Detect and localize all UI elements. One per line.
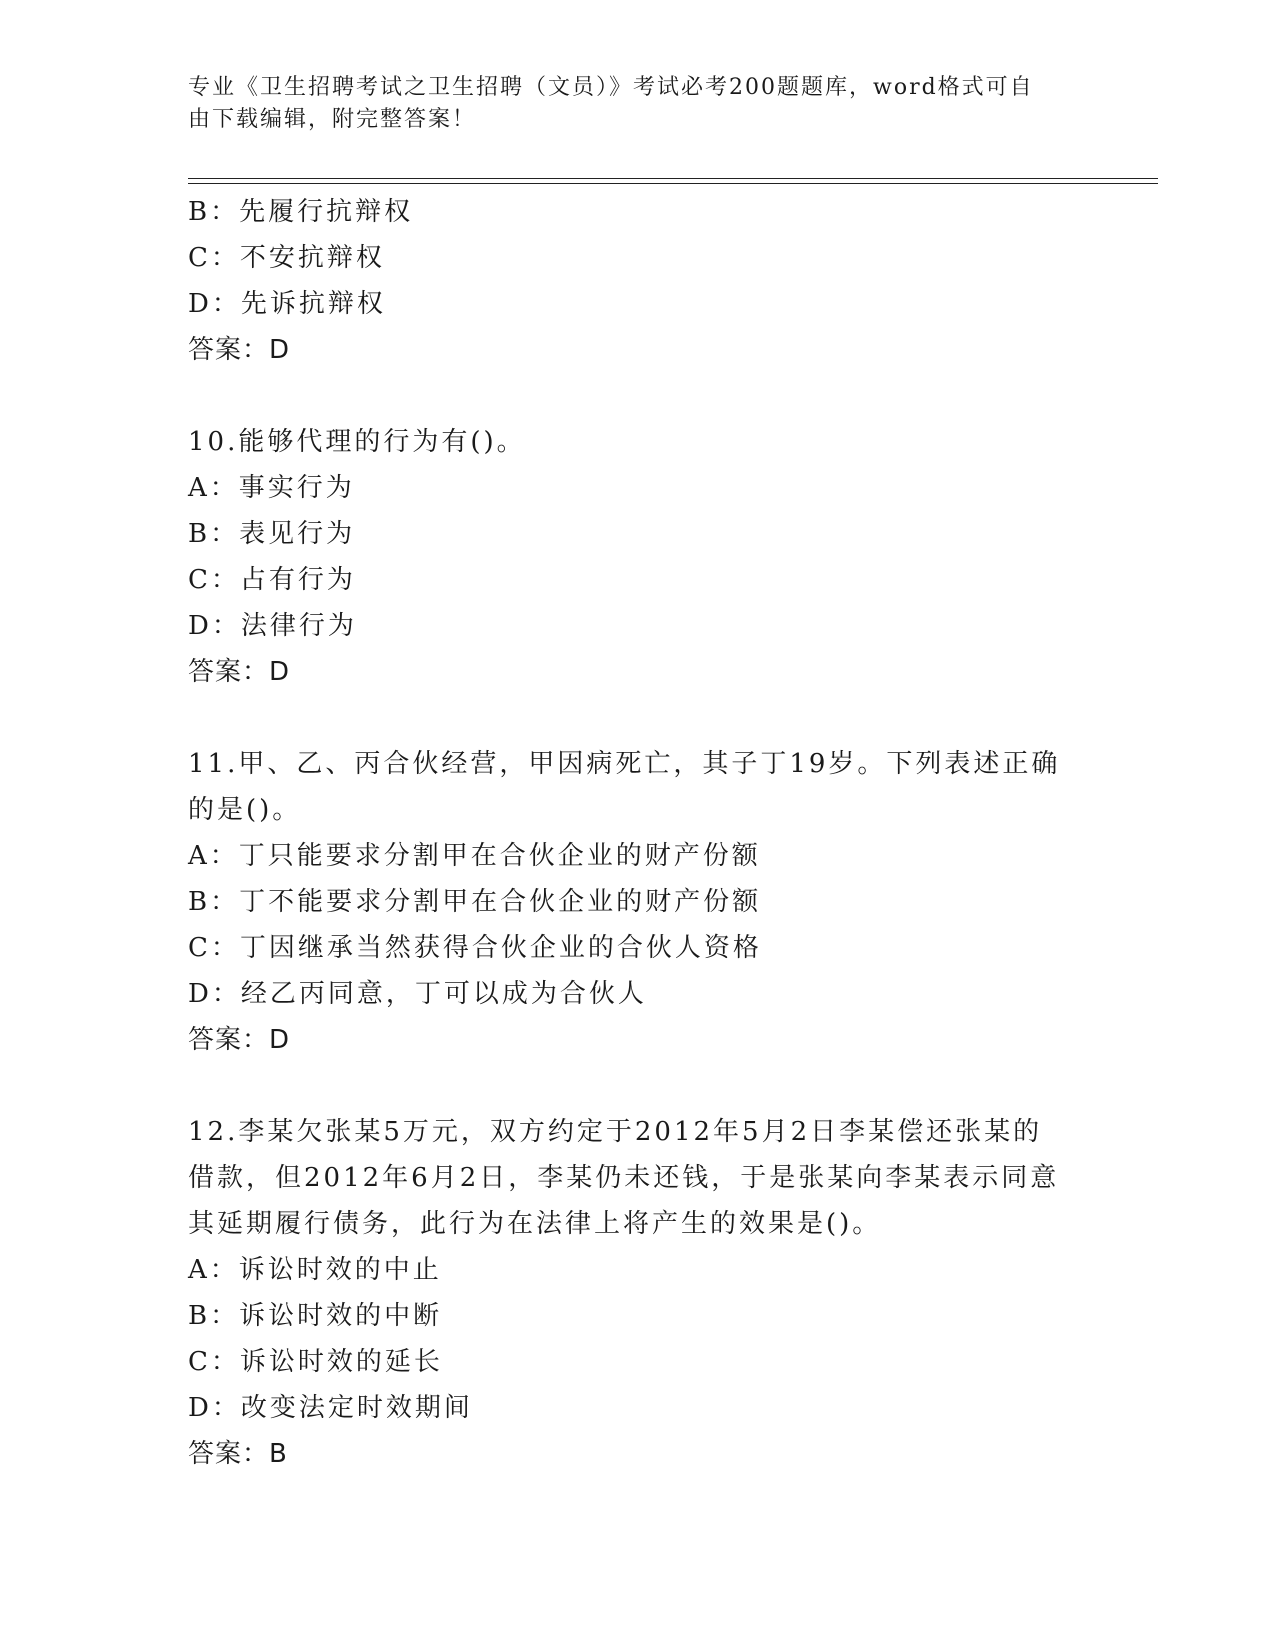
option-b: B：诉讼时效的中断 xyxy=(188,1301,443,1331)
spacer xyxy=(188,1063,1088,1109)
option-c: C：占有行为 xyxy=(188,565,356,595)
question-block-12 xyxy=(188,1109,1088,1477)
option-a: A：诉讼时效的中止 xyxy=(188,1255,442,1285)
option-b: B：表见行为 xyxy=(188,519,356,549)
option-b: B：先履行抗辩权 xyxy=(188,197,414,227)
answer-line: 答案：B xyxy=(188,1439,288,1469)
header-divider-bottom xyxy=(188,183,1158,184)
option-d: D：经乙丙同意，丁可以成为合伙人 xyxy=(188,979,647,1009)
question-stem-line: 其延期履行债务，此行为在法律上将产生的效果是()。 xyxy=(188,1209,882,1239)
question-stem-line: 11.甲、乙、丙合伙经营，甲因病死亡，其子丁19岁。下列表述正确 xyxy=(188,749,1061,779)
question-stem-line: 的是()。 xyxy=(188,795,302,825)
question-block-11 xyxy=(188,741,1088,1063)
question-block-10 xyxy=(188,419,1088,695)
spacer xyxy=(188,695,1088,741)
answer-line: 答案：D xyxy=(188,335,291,365)
header-divider-top xyxy=(188,178,1158,179)
document-body xyxy=(188,189,1088,1477)
document-header xyxy=(188,72,1088,136)
option-c: C：不安抗辩权 xyxy=(188,243,385,273)
option-d: D：法律行为 xyxy=(188,611,357,641)
option-a: A：丁只能要求分割甲在合伙企业的财产份额 xyxy=(188,841,761,871)
option-a: A：事实行为 xyxy=(188,473,355,503)
option-b: B：丁不能要求分割甲在合伙企业的财产份额 xyxy=(188,887,762,917)
spacer xyxy=(188,373,1088,419)
option-c: C：丁因继承当然获得合伙企业的合伙人资格 xyxy=(188,933,762,963)
header-line-2: 由下载编辑，附完整答案！ xyxy=(188,107,477,132)
answer-line: 答案：D xyxy=(188,1025,291,1055)
option-c: C：诉讼时效的延长 xyxy=(188,1347,443,1377)
header-line-1: 专业《卫生招聘考试之卫生招聘（文员）》考试必考200题题库，word格式可自 xyxy=(188,75,1034,100)
option-d: D：改变法定时效期间 xyxy=(188,1393,473,1423)
question-stem-line: 10.能够代理的行为有()。 xyxy=(188,427,526,457)
option-d: D：先诉抗辩权 xyxy=(188,289,386,319)
question-stem-line: 12.李某欠张某5万元，双方约定于2012年5月2日李某偿还张某的 xyxy=(188,1117,1043,1147)
question-stem-line: 借款，但2012年6月2日，李某仍未还钱，于是张某向李某表示同意 xyxy=(188,1163,1060,1193)
question-block-9 xyxy=(188,189,1088,373)
answer-line: 答案：D xyxy=(188,657,291,687)
